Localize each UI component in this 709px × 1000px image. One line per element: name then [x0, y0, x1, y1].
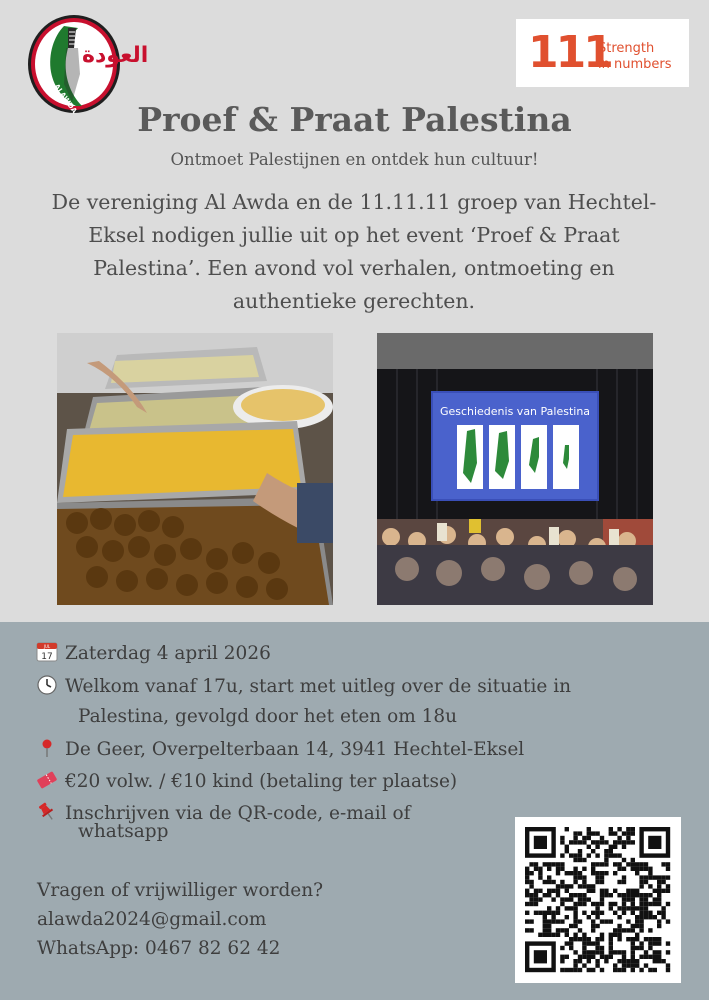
signup-text-line1: Inschrijven via de QR-code, e-mail of — [65, 803, 411, 824]
calendar-month: JUL — [43, 644, 51, 649]
qr-code-image — [515, 817, 681, 983]
location-text: De Geer, Overpelterbaan 14, 3941 Hechtel-Eksel — [65, 739, 525, 760]
contact-question: Vragen of vrijwilliger worden? — [37, 880, 324, 901]
calendar-day: 17 — [41, 652, 53, 662]
intro-line: Palestina’. Een avond vol verhalen, ontmoeting en — [93, 256, 615, 280]
page-subtitle: Ontmoet Palestijnen en ontdek hun cultuur! — [170, 150, 539, 169]
signup-text-line2: whatsapp — [78, 821, 169, 842]
logo-tagline — [598, 41, 672, 73]
location-row — [36, 738, 524, 760]
contact-email[interactable]: alawda2024@gmail.com — [37, 909, 267, 930]
alawda-latin-text: ALAWDA — [52, 82, 79, 115]
food-buffet-photo — [57, 333, 333, 605]
slide-title: Geschiedenis van Palestina — [439, 405, 591, 418]
logo-tagline-line1: Strength — [598, 41, 655, 56]
alawda-logo-icon — [24, 14, 149, 115]
intro-line: authentieke gerechten. — [232, 289, 476, 313]
pushpin-icon — [36, 802, 60, 822]
date-row — [36, 642, 271, 664]
ticket-icon — [36, 770, 60, 790]
111-logo-icon — [516, 19, 689, 87]
page-title: Proef & Praat Palestina — [137, 100, 572, 139]
presentation-hall-photo — [377, 333, 653, 605]
logo-tagline-line2: in numbers — [598, 57, 672, 72]
time-text-line2: Palestina, gevolgd door het eten om 18u — [78, 706, 458, 727]
calendar-icon — [36, 642, 60, 662]
time-row — [36, 675, 571, 697]
clock-icon — [36, 675, 60, 695]
alawda-arabic-text: العودة — [82, 43, 149, 68]
intro-line: Eksel nodigen jullie uit op het event ‘Proef & Praat — [88, 223, 620, 247]
contact-whatsapp[interactable]: WhatsApp: 0467 82 62 42 — [37, 938, 281, 959]
food-buffet-image — [57, 333, 333, 605]
date-text: Zaterdag 4 april 2026 — [65, 643, 271, 664]
qr-code-icon[interactable] — [515, 817, 681, 983]
presentation-hall-image — [377, 333, 653, 605]
time-text-line1: Welkom vanaf 17u, start met uitleg over de situatie in — [65, 676, 572, 697]
intro-text — [44, 186, 664, 318]
price-text: €20 volw. / €10 kind (betaling ter plaatse) — [65, 771, 458, 792]
intro-line: De vereniging Al Awda en de 11.11.11 groep van Hechtel- — [51, 190, 657, 214]
pin-icon — [36, 738, 60, 758]
logo-number: 111 — [528, 27, 611, 78]
price-row — [36, 770, 457, 792]
